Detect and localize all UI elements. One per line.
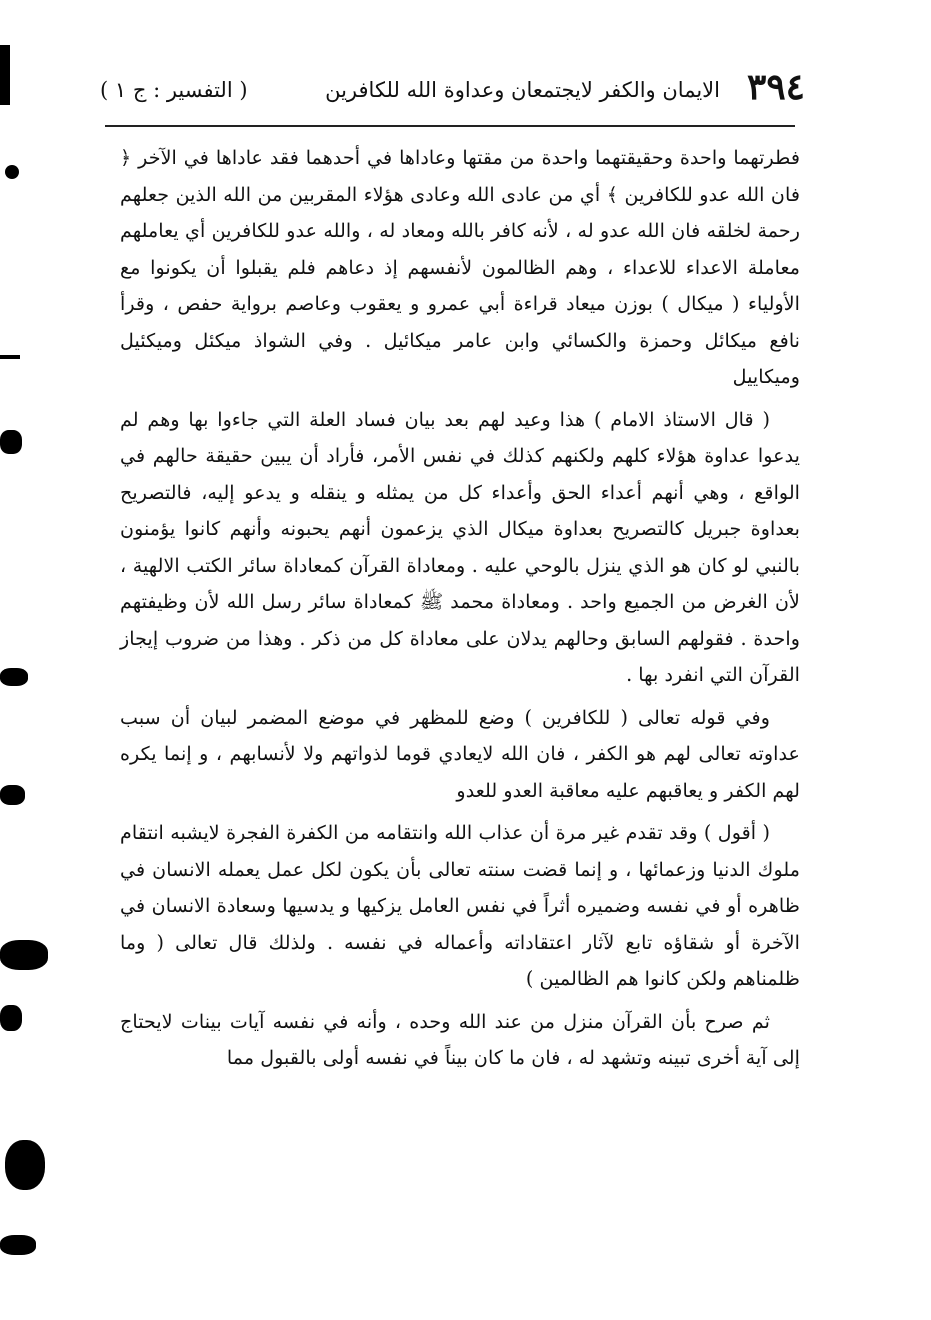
section-reference: ( التفسير : ج ١ ) — [100, 78, 248, 102]
margin-mark — [0, 45, 10, 105]
margin-mark — [0, 430, 22, 454]
margin-mark — [5, 165, 19, 179]
page-header — [100, 66, 805, 118]
paragraph: وفي قوله تعالى ( للكافرين ) وضع للمظهر في موضع المضمر لبيان أن سبب عداوته تعالى لهم هو الكفر ، فان الله لايعادي قوما لذواتهم ولا لأنسابهم ، و إنما يكره لهم الكفر و يعاقبهم عليه معاقبة العدو للعدو — [120, 705, 800, 802]
paragraph: ( أقول ) وقد تقدم غير مرة أن عذاب الله وانتقامه من الكفرة الفجرة لايشبه انتقام ملوك الدنيا وزعمائها ، و إنما قضت سنته تعالى بأن يكون لكل عمل يعمله الانسان في ظاهره أو في نفسه وضميره أثراً في نفس العامل يزكيها و يدسيها وسعادة الانسان في الآخرة أو شقاؤه تابع لآثار اعتقاداته وأعماله في نفسه . ولذلك قال تعالى ( وما ظلمناهم ولكن كانوا هم الظالمين ) — [120, 821, 800, 990]
running-title: الايمان والكفر لايجتمعان وعداوة الله للكافرين — [325, 78, 720, 102]
margin-mark — [0, 785, 25, 805]
margin-mark — [5, 1140, 45, 1190]
paragraph: فطرتهما واحدة وحقيقتهما واحدة من مقتها وعاداها في أحدهما فقد عاداها في الآخر ﴿ فان الله عدو للكافرين ﴾ أي من عادى الله وعادى هؤلاء المقربين من الله الذين جعلهم رحمة لخلقه فان الله عدو له ، لأنه كافر بالله ومعاد له ، والله عدو للكافرين أي يعاملهم معاملة الاعداء للاعداء ، وهم الظالمون لأنفسهم إذ دعاهم فلم يقبلوا أن يكونوا مع الأولياء ( ميكال ) بوزن ميعاد قراءة أبي عمرو و يعقوب وعاصم برواية حفص ، وقرأ نافع ميكائل وحمزة والكسائي وابن عامر ميكائيل . وفي الشواذ ميكئل وميكئيل وميكاييل — [120, 146, 800, 388]
margin-mark — [0, 1005, 22, 1031]
paragraph: ثم صرح بأن القرآن منزل من عند الله وحده ، وأنه في نفسه آيات بينات لايحتاج إلى آية أخرى تبينه وتشهد له ، فان ما كان بيناً في نفسه أولى بالقبول مما — [120, 1009, 800, 1069]
margin-mark — [0, 668, 28, 686]
page-number: ٣٩٤ — [746, 66, 805, 108]
paragraph: ( قال الاستاذ الامام ) هذا وعيد لهم بعد بيان فساد العلة التي جاءوا بها وهم لم يدعوا عداوة هؤلاء كلهم ولكنهم كذلك في نفس الأمر، فأراد أن يبين حقيقة حالهم في الواقع ، وهي أنهم أعداء الحق وأعداء كل من يمثله و ينقله و يدعو إليه، فالتصريح بعداوة جبريل كالتصريح بعداوة ميكال الذي يزعمون أنهم يحبونه وأنهم كانوا يؤمنون بالنبي لو كان هو الذي ينزل بالوحي عليه . ومعاداة القرآن كمعاداة سائر الكتب الالهية ، لأن الغرض من الجميع واحد . ومعاداة محمد ﷺ كمعاداة سائر رسل الله لأن وظيفتهم واحدة . فقولهم السابق وحالهم يدلان على معاداة كل من ذكر . وهذا من ضروب إيجاز القرآن التي انفرد بها . — [120, 407, 800, 686]
header-rule — [105, 125, 795, 127]
margin-mark — [0, 355, 20, 359]
margin-mark — [0, 1235, 36, 1255]
margin-mark — [0, 940, 48, 970]
body-text — [120, 140, 800, 1077]
